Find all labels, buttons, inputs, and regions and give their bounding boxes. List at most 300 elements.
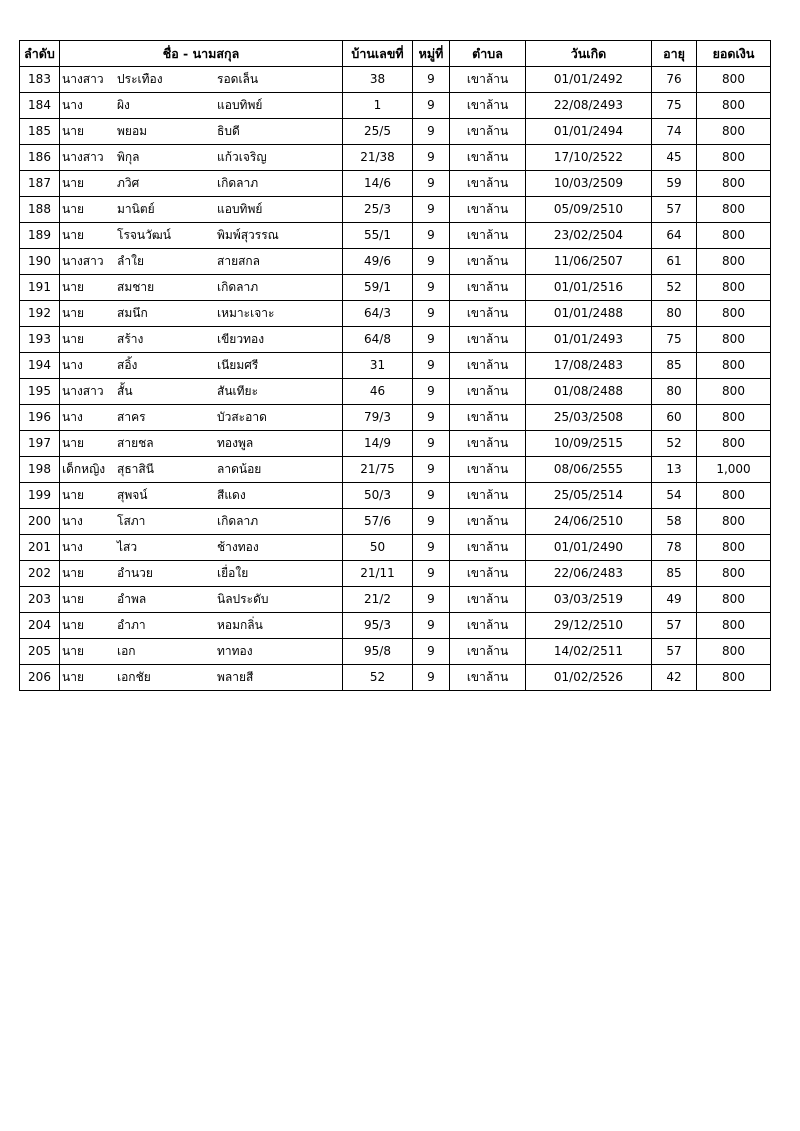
table-row — [20, 93, 771, 119]
cell-tambon: เขาล้าน — [450, 197, 526, 223]
table-row — [20, 483, 771, 509]
last-name: ช้างทอง — [217, 540, 259, 554]
cell-house: 57/6 — [343, 509, 413, 535]
cell-dob: 25/03/2508 — [526, 405, 652, 431]
cell-dob: 24/06/2510 — [526, 509, 652, 535]
cell-moo: 9 — [413, 301, 450, 327]
cell-name — [60, 457, 343, 483]
first-name: อำนวย — [117, 566, 153, 580]
cell-dob: 10/09/2515 — [526, 431, 652, 457]
cell-age: 74 — [652, 119, 697, 145]
name-prefix: นาง — [62, 98, 83, 112]
cell-age: 60 — [652, 405, 697, 431]
cell-tambon: เขาล้าน — [450, 457, 526, 483]
cell-amount: 800 — [697, 665, 771, 691]
cell-house: 52 — [343, 665, 413, 691]
cell-moo: 9 — [413, 353, 450, 379]
cell-no: 200 — [20, 509, 60, 535]
cell-age: 64 — [652, 223, 697, 249]
cell-tambon: เขาล้าน — [450, 67, 526, 93]
cell-dob: 01/01/2516 — [526, 275, 652, 301]
cell-tambon: เขาล้าน — [450, 509, 526, 535]
cell-amount: 800 — [697, 509, 771, 535]
cell-name — [60, 613, 343, 639]
cell-tambon: เขาล้าน — [450, 431, 526, 457]
cell-moo: 9 — [413, 171, 450, 197]
table-row — [20, 379, 771, 405]
cell-age: 57 — [652, 197, 697, 223]
cell-dob: 29/12/2510 — [526, 613, 652, 639]
last-name: ลาดน้อย — [217, 462, 262, 476]
cell-moo: 9 — [413, 249, 450, 275]
header-row — [20, 41, 771, 67]
table-row — [20, 457, 771, 483]
cell-age: 61 — [652, 249, 697, 275]
table-row — [20, 197, 771, 223]
cell-amount: 800 — [697, 483, 771, 509]
cell-dob: 14/02/2511 — [526, 639, 652, 665]
table-row — [20, 145, 771, 171]
cell-house: 95/8 — [343, 639, 413, 665]
cell-tambon: เขาล้าน — [450, 275, 526, 301]
cell-age: 49 — [652, 587, 697, 613]
cell-moo: 9 — [413, 509, 450, 535]
first-name: เอก — [117, 644, 136, 658]
name-prefix: นาย — [62, 124, 84, 138]
cell-moo: 9 — [413, 639, 450, 665]
last-name: ทาทอง — [217, 644, 253, 658]
cell-age: 78 — [652, 535, 697, 561]
cell-amount: 800 — [697, 639, 771, 665]
name-prefix: นาย — [62, 592, 84, 606]
first-name: ไสว — [117, 540, 138, 554]
first-name: โสภา — [117, 514, 146, 528]
last-name: เกิดลาภ — [217, 176, 259, 190]
cell-house: 79/3 — [343, 405, 413, 431]
name-prefix: นางสาว — [62, 254, 104, 268]
cell-no: 206 — [20, 665, 60, 691]
last-name: แอบทิพย์ — [217, 98, 263, 112]
table-row — [20, 405, 771, 431]
table-row — [20, 509, 771, 535]
cell-no: 189 — [20, 223, 60, 249]
cell-age: 52 — [652, 431, 697, 457]
header-tambon: ตำบล — [450, 41, 526, 67]
cell-name — [60, 405, 343, 431]
cell-dob: 01/01/2488 — [526, 301, 652, 327]
cell-amount: 800 — [697, 535, 771, 561]
header-moo: หมู่ที่ — [413, 41, 450, 67]
cell-dob: 01/02/2526 — [526, 665, 652, 691]
cell-age: 58 — [652, 509, 697, 535]
cell-amount: 800 — [697, 67, 771, 93]
cell-moo: 9 — [413, 275, 450, 301]
last-name: เยื่อใย — [217, 566, 249, 580]
name-prefix: นาย — [62, 488, 84, 502]
last-name: พลายสี — [217, 670, 254, 684]
cell-name — [60, 301, 343, 327]
cell-tambon: เขาล้าน — [450, 249, 526, 275]
cell-amount: 800 — [697, 249, 771, 275]
cell-house: 21/38 — [343, 145, 413, 171]
cell-dob: 08/06/2555 — [526, 457, 652, 483]
cell-dob: 01/01/2492 — [526, 67, 652, 93]
name-prefix: นาย — [62, 566, 84, 580]
cell-tambon: เขาล้าน — [450, 301, 526, 327]
cell-house: 38 — [343, 67, 413, 93]
cell-name — [60, 119, 343, 145]
table-row — [20, 639, 771, 665]
cell-moo: 9 — [413, 145, 450, 171]
first-name: พยอม — [117, 124, 148, 138]
cell-no: 184 — [20, 93, 60, 119]
last-name: ทองพูล — [217, 436, 254, 450]
cell-no: 204 — [20, 613, 60, 639]
first-name: ผิง — [117, 98, 130, 112]
cell-name — [60, 431, 343, 457]
cell-amount: 800 — [697, 93, 771, 119]
cell-no: 188 — [20, 197, 60, 223]
cell-age: 42 — [652, 665, 697, 691]
name-prefix: นาย — [62, 436, 84, 450]
cell-tambon: เขาล้าน — [450, 405, 526, 431]
cell-house: 64/8 — [343, 327, 413, 353]
cell-house: 14/6 — [343, 171, 413, 197]
cell-tambon: เขาล้าน — [450, 613, 526, 639]
table-body — [20, 67, 771, 691]
cell-name — [60, 275, 343, 301]
cell-name — [60, 665, 343, 691]
cell-house: 31 — [343, 353, 413, 379]
header-age: อายุ — [652, 41, 697, 67]
cell-moo: 9 — [413, 327, 450, 353]
cell-name — [60, 67, 343, 93]
cell-dob: 10/03/2509 — [526, 171, 652, 197]
cell-house: 21/75 — [343, 457, 413, 483]
cell-name — [60, 223, 343, 249]
first-name: สร้าง — [117, 332, 144, 346]
cell-dob: 05/09/2510 — [526, 197, 652, 223]
cell-no: 196 — [20, 405, 60, 431]
cell-age: 85 — [652, 353, 697, 379]
cell-dob: 22/08/2493 — [526, 93, 652, 119]
cell-dob: 17/08/2483 — [526, 353, 652, 379]
table-header — [20, 41, 771, 67]
cell-age: 75 — [652, 327, 697, 353]
cell-name — [60, 171, 343, 197]
header-house: บ้านเลขที่ — [343, 41, 413, 67]
cell-moo: 9 — [413, 379, 450, 405]
header-dob: วันเกิด — [526, 41, 652, 67]
cell-dob: 22/06/2483 — [526, 561, 652, 587]
last-name: พิมพ์สุวรรณ — [217, 228, 279, 242]
cell-tambon: เขาล้าน — [450, 223, 526, 249]
table-row — [20, 665, 771, 691]
cell-age: 80 — [652, 379, 697, 405]
cell-no: 190 — [20, 249, 60, 275]
table-row — [20, 67, 771, 93]
name-prefix: นาง — [62, 410, 83, 424]
last-name: เกิดลาภ — [217, 280, 259, 294]
cell-amount: 800 — [697, 431, 771, 457]
cell-house: 50 — [343, 535, 413, 561]
table-row — [20, 587, 771, 613]
last-name: สันเทียะ — [217, 384, 259, 398]
name-prefix: นาย — [62, 644, 84, 658]
cell-amount: 800 — [697, 587, 771, 613]
table-row — [20, 535, 771, 561]
name-prefix: นางสาว — [62, 150, 104, 164]
last-name: แก้วเจริญ — [217, 150, 267, 164]
cell-dob: 23/02/2504 — [526, 223, 652, 249]
name-prefix: เด็กหญิง — [62, 462, 106, 476]
cell-moo: 9 — [413, 93, 450, 119]
cell-name — [60, 93, 343, 119]
cell-tambon: เขาล้าน — [450, 327, 526, 353]
cell-no: 203 — [20, 587, 60, 613]
cell-house: 25/5 — [343, 119, 413, 145]
cell-age: 59 — [652, 171, 697, 197]
cell-tambon: เขาล้าน — [450, 535, 526, 561]
name-prefix: นาย — [62, 280, 84, 294]
first-name: โรจนวัฒน์ — [117, 228, 171, 242]
table-row — [20, 249, 771, 275]
cell-house: 59/1 — [343, 275, 413, 301]
first-name: สมนึก — [117, 306, 148, 320]
cell-age: 52 — [652, 275, 697, 301]
cell-no: 198 — [20, 457, 60, 483]
cell-amount: 800 — [697, 119, 771, 145]
first-name: สั้น — [117, 384, 133, 398]
table-row — [20, 223, 771, 249]
cell-house: 95/3 — [343, 613, 413, 639]
cell-amount: 800 — [697, 301, 771, 327]
first-name: สุธาสินี — [117, 462, 154, 476]
first-name: อำภา — [117, 618, 146, 632]
cell-amount: 800 — [697, 613, 771, 639]
cell-house: 21/2 — [343, 587, 413, 613]
first-name: ภวิศ — [117, 176, 140, 190]
first-name: สายชล — [117, 436, 154, 450]
cell-age: 80 — [652, 301, 697, 327]
cell-name — [60, 483, 343, 509]
table-row — [20, 561, 771, 587]
beneficiary-table — [19, 40, 771, 691]
cell-age: 13 — [652, 457, 697, 483]
cell-moo: 9 — [413, 613, 450, 639]
cell-age: 75 — [652, 93, 697, 119]
cell-age: 45 — [652, 145, 697, 171]
cell-moo: 9 — [413, 665, 450, 691]
cell-amount: 800 — [697, 561, 771, 587]
first-name: พิกุล — [117, 150, 140, 164]
cell-tambon: เขาล้าน — [450, 483, 526, 509]
cell-moo: 9 — [413, 587, 450, 613]
table-row — [20, 353, 771, 379]
cell-no: 186 — [20, 145, 60, 171]
table-row — [20, 119, 771, 145]
name-prefix: นาย — [62, 332, 84, 346]
cell-moo: 9 — [413, 67, 450, 93]
cell-dob: 01/01/2494 — [526, 119, 652, 145]
cell-name — [60, 327, 343, 353]
cell-no: 183 — [20, 67, 60, 93]
cell-house: 50/3 — [343, 483, 413, 509]
name-prefix: นาย — [62, 228, 84, 242]
name-prefix: นาย — [62, 202, 84, 216]
cell-no: 197 — [20, 431, 60, 457]
cell-amount: 800 — [697, 327, 771, 353]
last-name: เกิดลาภ — [217, 514, 259, 528]
table-row — [20, 327, 771, 353]
cell-no: 185 — [20, 119, 60, 145]
name-prefix: นาง — [62, 514, 83, 528]
table-row — [20, 171, 771, 197]
cell-moo: 9 — [413, 119, 450, 145]
cell-moo: 9 — [413, 561, 450, 587]
cell-no: 199 — [20, 483, 60, 509]
cell-moo: 9 — [413, 535, 450, 561]
cell-dob: 01/08/2488 — [526, 379, 652, 405]
cell-name — [60, 145, 343, 171]
cell-no: 193 — [20, 327, 60, 353]
cell-tambon: เขาล้าน — [450, 145, 526, 171]
cell-amount: 800 — [697, 405, 771, 431]
name-prefix: นางสาว — [62, 384, 104, 398]
cell-name — [60, 509, 343, 535]
cell-tambon: เขาล้าน — [450, 665, 526, 691]
cell-house: 49/6 — [343, 249, 413, 275]
last-name: หอมกลิ่น — [217, 618, 263, 632]
name-prefix: นาย — [62, 618, 84, 632]
cell-house: 25/3 — [343, 197, 413, 223]
cell-no: 191 — [20, 275, 60, 301]
cell-amount: 800 — [697, 379, 771, 405]
cell-tambon: เขาล้าน — [450, 587, 526, 613]
last-name: เหมาะเจาะ — [217, 306, 275, 320]
name-prefix: นาย — [62, 670, 84, 684]
cell-amount: 800 — [697, 275, 771, 301]
cell-moo: 9 — [413, 223, 450, 249]
last-name: เขียวทอง — [217, 332, 265, 346]
cell-age: 85 — [652, 561, 697, 587]
name-prefix: นาย — [62, 176, 84, 190]
first-name: สอิ้ง — [117, 358, 138, 372]
first-name: สาคร — [117, 410, 146, 424]
cell-age: 76 — [652, 67, 697, 93]
cell-moo: 9 — [413, 405, 450, 431]
name-prefix: นาง — [62, 540, 83, 554]
last-name: เนียมศรี — [217, 358, 259, 372]
cell-no: 195 — [20, 379, 60, 405]
last-name: ธิบดี — [217, 124, 240, 138]
last-name: บัวสะอาด — [217, 410, 267, 424]
cell-amount: 800 — [697, 171, 771, 197]
cell-amount: 800 — [697, 145, 771, 171]
first-name: สมชาย — [117, 280, 155, 294]
cell-name — [60, 197, 343, 223]
cell-tambon: เขาล้าน — [450, 639, 526, 665]
first-name: มานิตย์ — [117, 202, 155, 216]
first-name: ประเทือง — [117, 72, 163, 86]
cell-tambon: เขาล้าน — [450, 379, 526, 405]
last-name: นิลประดับ — [217, 592, 269, 606]
last-name: สายสกล — [217, 254, 261, 268]
cell-tambon: เขาล้าน — [450, 561, 526, 587]
cell-age: 57 — [652, 639, 697, 665]
header-name: ชื่อ - นามสกุล — [60, 41, 343, 67]
cell-name — [60, 587, 343, 613]
cell-tambon: เขาล้าน — [450, 171, 526, 197]
header-amount: ยอดเงิน — [697, 41, 771, 67]
cell-house: 46 — [343, 379, 413, 405]
cell-dob: 11/06/2507 — [526, 249, 652, 275]
first-name: สุพจน์ — [117, 488, 148, 502]
cell-moo: 9 — [413, 457, 450, 483]
cell-house: 64/3 — [343, 301, 413, 327]
first-name: ลำใย — [117, 254, 144, 268]
table-row — [20, 301, 771, 327]
cell-dob: 03/03/2519 — [526, 587, 652, 613]
first-name: เอกชัย — [117, 670, 151, 684]
cell-amount: 800 — [697, 223, 771, 249]
name-prefix: นาง — [62, 358, 83, 372]
cell-amount: 1,000 — [697, 457, 771, 483]
cell-name — [60, 353, 343, 379]
cell-moo: 9 — [413, 431, 450, 457]
cell-moo: 9 — [413, 483, 450, 509]
cell-name — [60, 561, 343, 587]
last-name: แอบทิพย์ — [217, 202, 263, 216]
cell-no: 202 — [20, 561, 60, 587]
cell-name — [60, 535, 343, 561]
last-name: รอดเล็น — [217, 72, 259, 86]
header-no: ลำดับ — [20, 41, 60, 67]
cell-no: 201 — [20, 535, 60, 561]
last-name: สีแดง — [217, 488, 246, 502]
cell-dob: 25/05/2514 — [526, 483, 652, 509]
cell-house: 55/1 — [343, 223, 413, 249]
cell-no: 205 — [20, 639, 60, 665]
cell-moo: 9 — [413, 197, 450, 223]
table-row — [20, 431, 771, 457]
cell-dob: 01/01/2490 — [526, 535, 652, 561]
cell-name — [60, 379, 343, 405]
name-prefix: นาย — [62, 306, 84, 320]
cell-no: 187 — [20, 171, 60, 197]
cell-dob: 17/10/2522 — [526, 145, 652, 171]
cell-name — [60, 639, 343, 665]
cell-house: 14/9 — [343, 431, 413, 457]
table-row — [20, 613, 771, 639]
cell-house: 1 — [343, 93, 413, 119]
cell-no: 192 — [20, 301, 60, 327]
table-row — [20, 275, 771, 301]
cell-house: 21/11 — [343, 561, 413, 587]
cell-no: 194 — [20, 353, 60, 379]
cell-dob: 01/01/2493 — [526, 327, 652, 353]
cell-tambon: เขาล้าน — [450, 353, 526, 379]
cell-tambon: เขาล้าน — [450, 93, 526, 119]
cell-age: 57 — [652, 613, 697, 639]
name-prefix: นางสาว — [62, 72, 104, 86]
cell-amount: 800 — [697, 197, 771, 223]
cell-amount: 800 — [697, 353, 771, 379]
cell-name — [60, 249, 343, 275]
cell-age: 54 — [652, 483, 697, 509]
cell-tambon: เขาล้าน — [450, 119, 526, 145]
first-name: อำพล — [117, 592, 147, 606]
